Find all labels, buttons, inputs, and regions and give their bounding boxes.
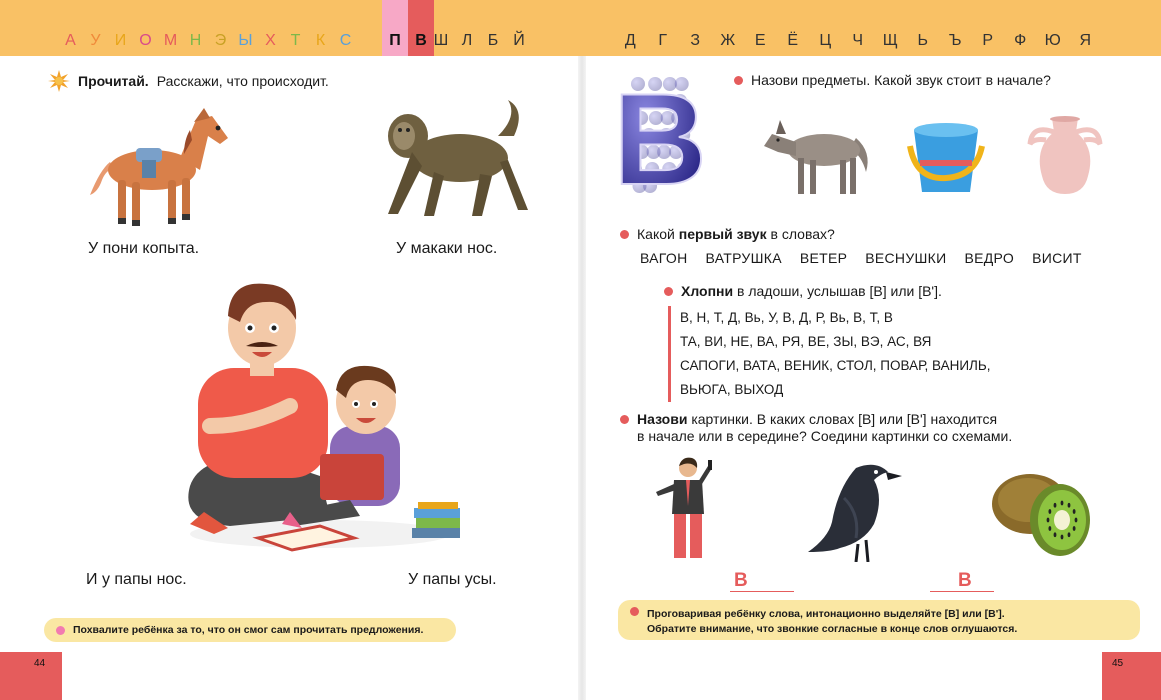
- alphabet-letter: Д: [624, 32, 636, 49]
- caption-macaque: У макаки нос.: [396, 240, 498, 257]
- alphabet-letter: Е: [754, 32, 766, 49]
- word-item: ВЕСНУШКИ: [865, 250, 947, 266]
- alphabet-letter: Ъ: [948, 32, 962, 49]
- vase-image: [1026, 114, 1104, 198]
- caption-pony: У пони копыта.: [88, 240, 200, 257]
- alphabet-letter: Я: [1079, 32, 1092, 49]
- bullet-icon: [664, 287, 673, 296]
- alphabet-letter: И: [114, 32, 127, 49]
- alphabet-letter-p: П: [389, 32, 401, 49]
- hint-bullet-icon: [630, 607, 639, 616]
- alphabet-letter: А: [65, 32, 76, 49]
- page-number-left: 44: [0, 652, 62, 700]
- parent-hint-left: [44, 618, 456, 642]
- parent-hint-right: [618, 600, 1140, 640]
- alphabet-letter: У: [90, 32, 101, 49]
- word-item: ВИСИТ: [1032, 250, 1082, 266]
- alphabet-letter: Ц: [819, 32, 832, 49]
- alphabet-letter: Л: [461, 32, 473, 49]
- alphabet-learned-letters: [58, 32, 358, 50]
- wolf-image: [762, 112, 872, 198]
- alphabet-letter: Ь: [917, 32, 928, 49]
- alphabet-letter: О: [139, 32, 152, 49]
- clap-line: ВЬЮГА, ВЫХОД: [680, 382, 784, 397]
- caption-papa-nose: И у папы нос.: [86, 571, 187, 588]
- alphabet-letter: Н: [189, 32, 202, 49]
- alphabet-letter: Ю: [1044, 32, 1061, 49]
- page-fold: [578, 56, 586, 700]
- clap-line: В, Н, Т, Д, Вь, У, В, Д, Р, Вь, В, Т, В: [680, 310, 893, 325]
- alphabet-letter: Б: [487, 32, 499, 49]
- alphabet-letter: Э: [214, 32, 227, 49]
- scheme-start[interactable]: В: [730, 570, 794, 592]
- singer-image: [652, 456, 722, 562]
- alphabet-letter: Ы: [238, 32, 253, 49]
- kiwi-image: [990, 460, 1096, 560]
- caption-papa-mustache: У папы усы.: [408, 571, 497, 588]
- alphabet-letter: Ч: [852, 32, 864, 49]
- alphabet-letter: Р: [982, 32, 994, 49]
- alphabet-letter: Х: [265, 32, 276, 49]
- question-first-sound: [620, 226, 835, 242]
- clap-line: САПОГИ, ВАТА, ВЕНИК, СТОЛ, ПОВАР, ВАНИЛЬ,: [680, 358, 991, 373]
- alphabet-letter-v: В: [415, 32, 427, 49]
- hint-text: Проговаривая ребёнку слова, интонационно выделяйте [В] или [В']. Обратите внимание, что звонкие согласные в конце слов оглушаются.: [647, 608, 1018, 636]
- alphabet-letter: Й: [513, 32, 525, 49]
- task-heading: [48, 70, 329, 92]
- scheme-middle[interactable]: В: [930, 570, 994, 592]
- instruction-clap-text: Хлопни в ладоши, услышав [В] или [В'].: [681, 283, 942, 299]
- alphabet-letter: Г: [658, 32, 668, 49]
- alphabet-letter: Ф: [1014, 32, 1027, 49]
- father-son-reading-image: [170, 276, 470, 562]
- word-item: ВАТРУШКА: [705, 250, 782, 266]
- alphabet-letter: М: [163, 32, 178, 49]
- bullet-icon: [620, 230, 629, 239]
- alphabet-remaining-right: [614, 32, 1102, 50]
- alphabet-letter: З: [690, 32, 701, 49]
- pony-image: [80, 100, 240, 230]
- clap-exercise-lines: [668, 306, 991, 402]
- task-label: Прочитай.: [78, 73, 149, 89]
- macaque-image: [368, 96, 538, 226]
- alphabet-letter: С: [339, 32, 352, 49]
- sun-icon: [48, 70, 70, 92]
- question-name-pictures: [620, 411, 1012, 445]
- page-number-right: 45: [1102, 652, 1161, 700]
- question-text: Назови предметы. Какой звук стоит в начале?: [751, 72, 1051, 88]
- question-name-pictures-text: Назови картинки. В каких словах [В] или [В'] находится в начале или в середине? Соедини картинки со схемами.: [637, 411, 1013, 444]
- crow-image: [804, 458, 904, 562]
- clap-line: ТА, ВИ, НЕ, ВА, РЯ, ВЕ, ЗЫ, ВЭ, АС, ВЯ: [680, 334, 932, 349]
- bullet-icon: [734, 76, 743, 85]
- hint-bullet-icon: [56, 626, 65, 635]
- hint-text: Похвалите ребёнка за то, что он смог сам прочитать предложения.: [73, 624, 424, 636]
- alphabet-remaining-left: [428, 32, 532, 50]
- word-item: ВЕДРО: [964, 250, 1015, 266]
- instruction-clap: [664, 283, 942, 299]
- question-name-objects: [734, 72, 1051, 88]
- bucket-image: [906, 116, 986, 196]
- word-item: ВЕТЕР: [799, 250, 848, 266]
- alphabet-letter: Щ: [882, 32, 898, 49]
- alphabet-letter: К: [315, 32, 326, 49]
- alphabet-letter: Ж: [720, 32, 736, 49]
- word-item: ВАГОН: [640, 250, 688, 266]
- alphabet-letter: Т: [290, 32, 301, 49]
- alphabet-letter: Ш: [433, 32, 449, 49]
- big-letter: В: [613, 72, 707, 202]
- berry-letter-v-image: [604, 72, 716, 202]
- task-text: Расскажи, что происходит.: [156, 73, 329, 89]
- alphabet-letter: Ё: [787, 32, 799, 49]
- bullet-icon: [620, 415, 629, 424]
- word-list: [640, 250, 1082, 266]
- question-first-sound-text: Какой первый звук в словах?: [637, 226, 835, 242]
